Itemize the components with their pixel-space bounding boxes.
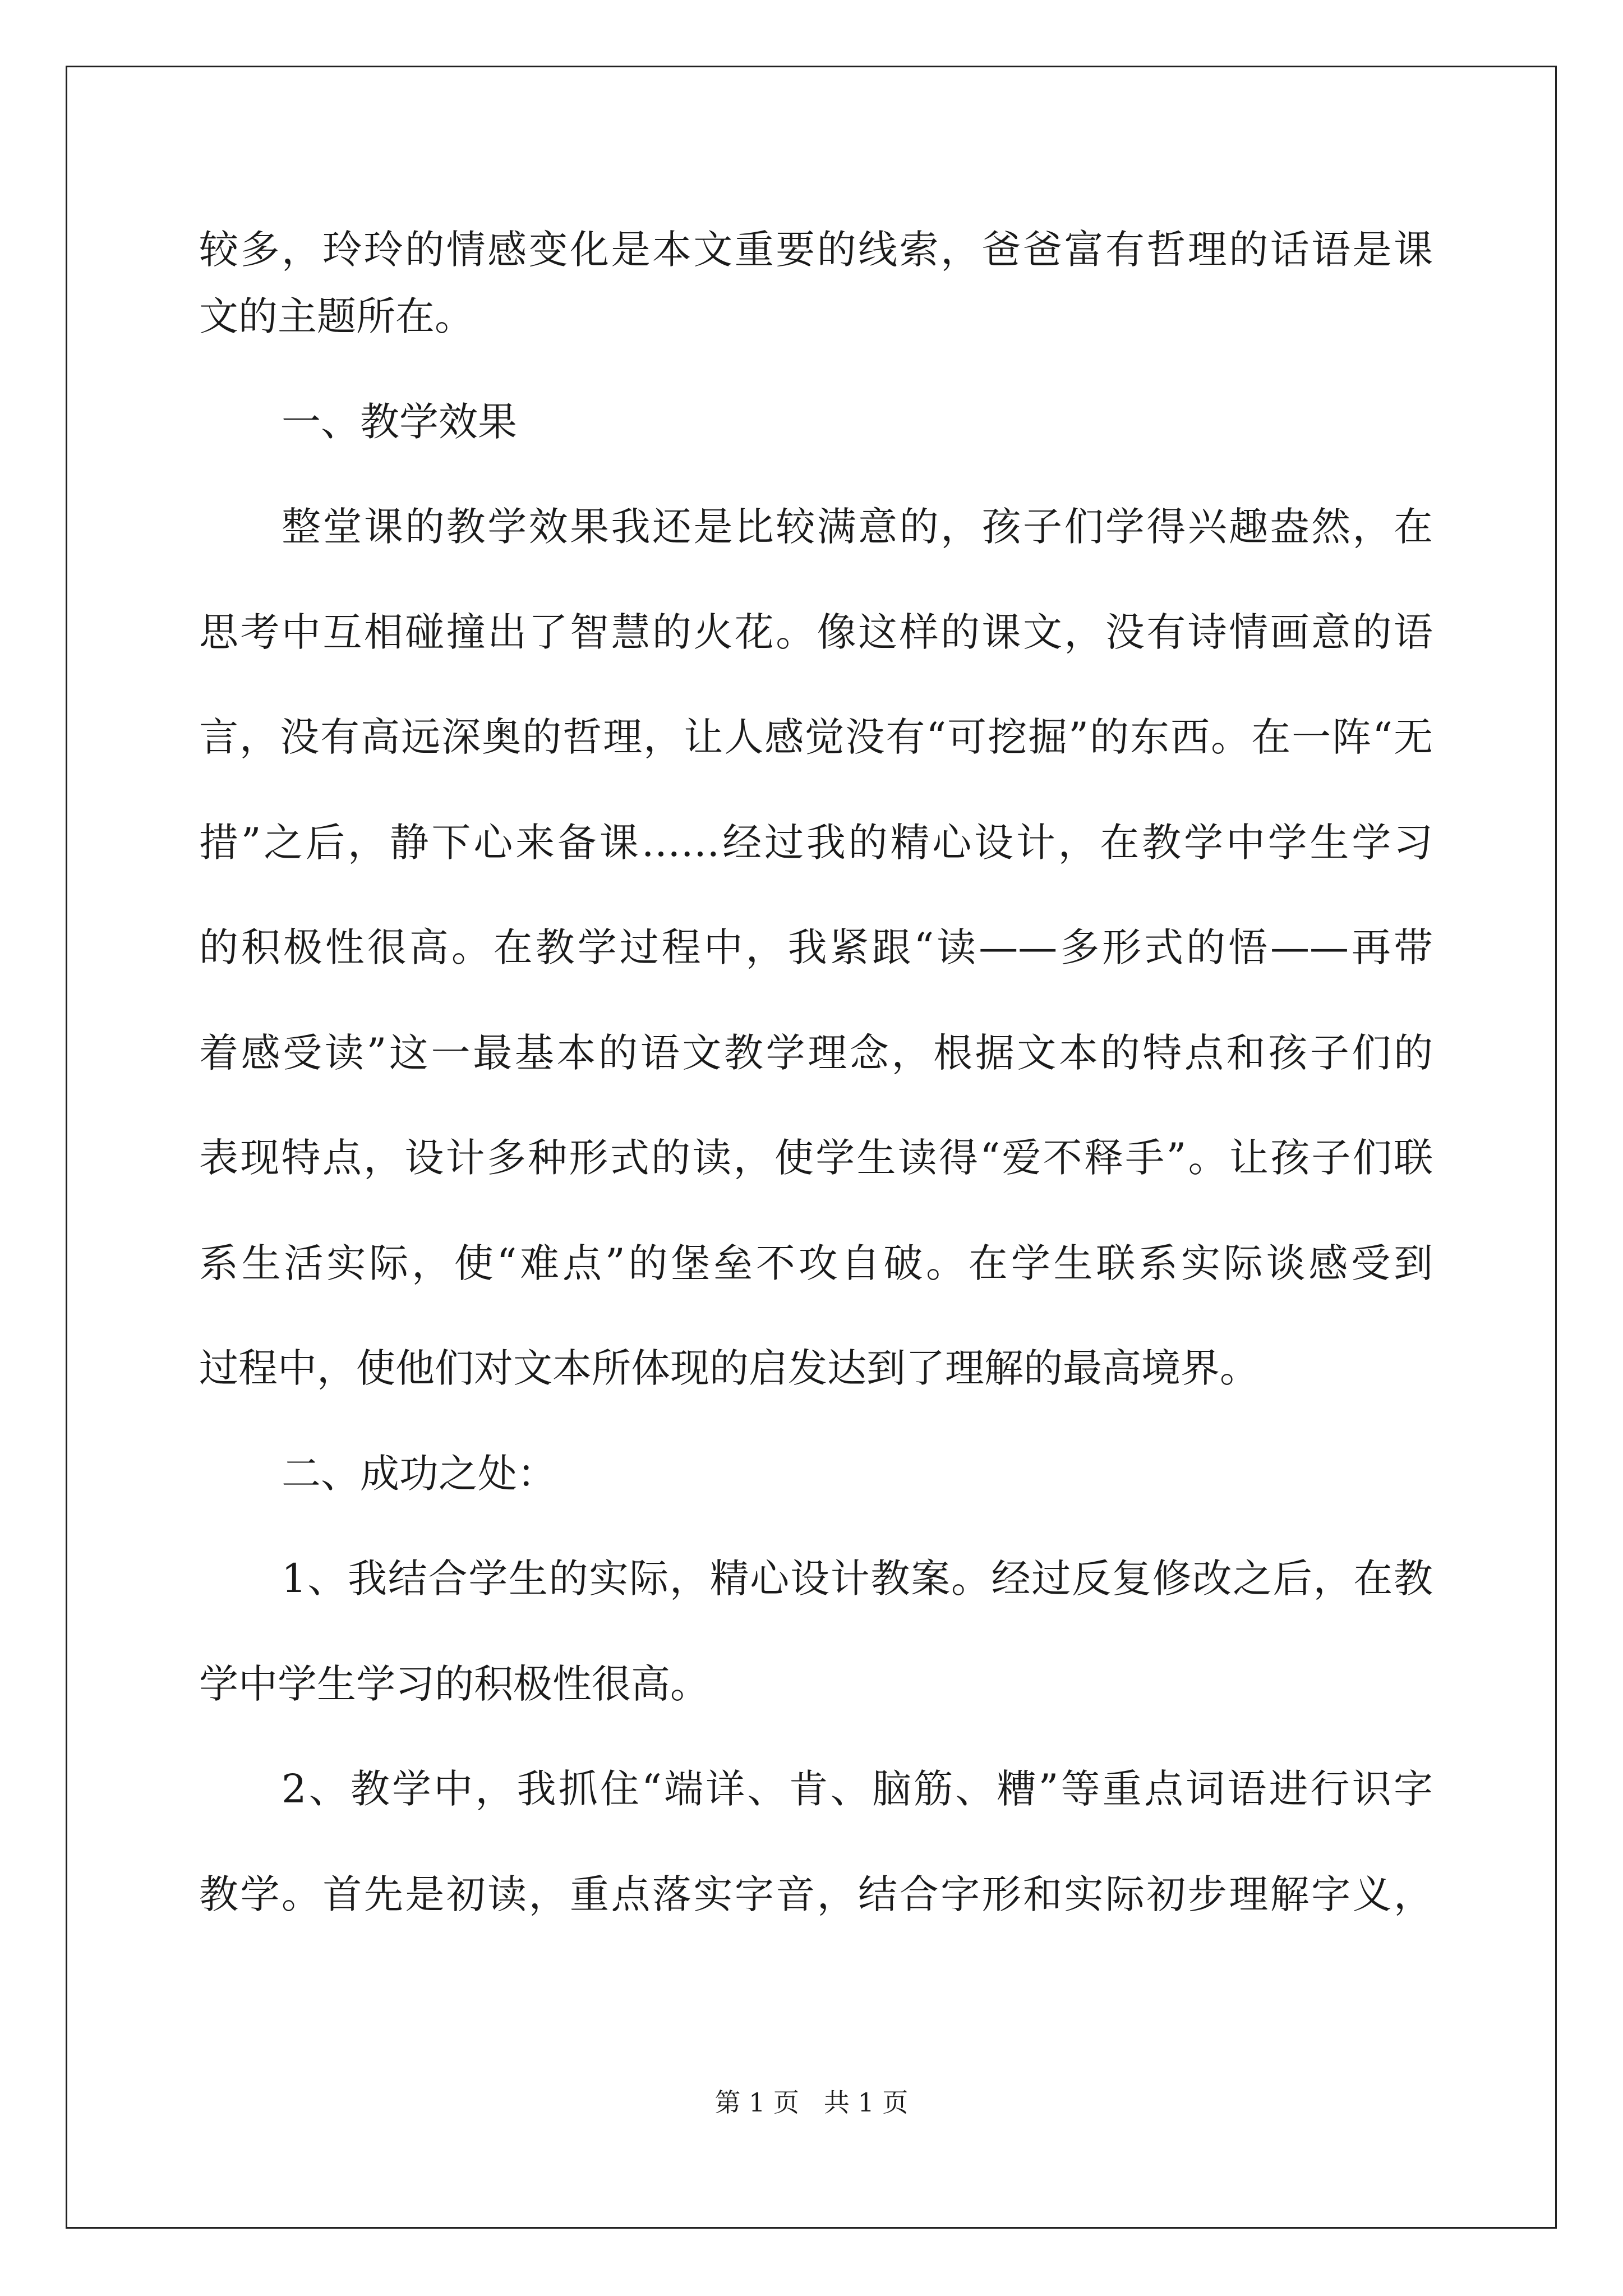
- text-line: 过程中，使他们对文本所体现的启发达到了理解的最高境界。: [199, 1345, 1259, 1391]
- text-line: 文的主题所在。: [199, 293, 474, 339]
- text-line: 的积极性很高。在教学过程中，我紧跟“读——多形式的悟——再带: [199, 924, 1433, 970]
- section-heading: 一、教学效果: [282, 399, 517, 445]
- text-line: 学中学生学习的积极性很高。: [199, 1661, 709, 1707]
- text-line: 1、我结合学生的实际，精心设计教案。经过反复修改之后，在教: [282, 1556, 1433, 1602]
- text-line: 2、教学中，我抓住“端详、肯、脑筋、糟”等重点词语进行识字: [282, 1766, 1433, 1812]
- page-footer: 第 1 页 共 1 页: [714, 2087, 909, 2118]
- section-heading: 二、成功之处：: [282, 1451, 556, 1497]
- text-line: 整堂课的教学效果我还是比较满意的，孩子们学得兴趣盎然，在: [282, 504, 1433, 550]
- text-line: 措”之后，静下心来备课……经过我的精心设计，在教学中学生学习: [199, 820, 1433, 866]
- text-line: 言，没有高远深奥的哲理，让人感觉没有“可挖掘”的东西。在一阵“无: [199, 714, 1433, 760]
- text-line: 较多，玲玲的情感变化是本文重要的线索，爸爸富有哲理的话语是课: [199, 227, 1433, 273]
- text-line: 教学。首先是初读，重点落实字音，结合字形和实际初步理解字义，: [199, 1871, 1433, 1917]
- text-line: 系生活实际，使“难点”的堡垒不攻自破。在学生联系实际谈感受到: [199, 1240, 1433, 1286]
- text-line: 思考中互相碰撞出了智慧的火花。像这样的课文，没有诗情画意的语: [199, 609, 1433, 655]
- text-line: 着感受读”这一最基本的语文教学理念，根据文本的特点和孩子们的: [199, 1030, 1433, 1076]
- text-line: 表现特点，设计多种形式的读，使学生读得“爱不释手”。让孩子们联: [199, 1135, 1433, 1181]
